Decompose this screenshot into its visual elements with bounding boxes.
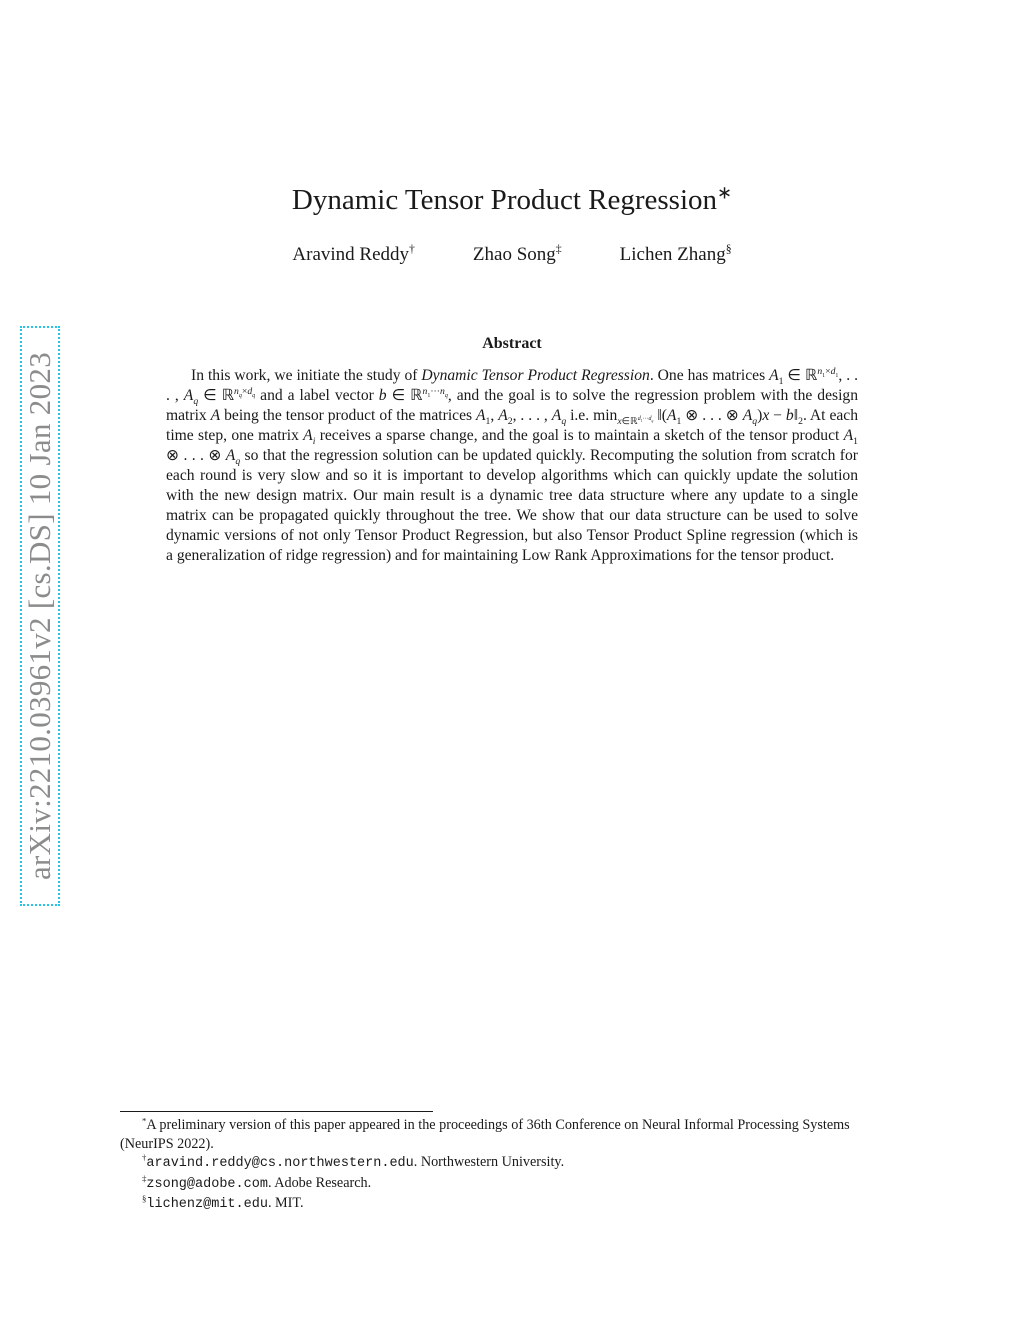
author-list xyxy=(0,244,1024,266)
email-link-zhang[interactable]: lichenz@mit.edu xyxy=(146,1197,268,1213)
arxiv-identifier: arXiv:2210.03961v2 [cs.DS] 10 Jan 2023 xyxy=(22,351,57,881)
author-1: Aravind Reddy† xyxy=(292,242,415,265)
arxiv-identifier-stamp xyxy=(20,326,60,906)
author-3: Lichen Zhang§ xyxy=(619,242,732,265)
title-footnote-mark: ∗ xyxy=(717,182,733,203)
author-2: Zhao Song‡ xyxy=(472,242,562,265)
email-link-reddy[interactable]: aravind.reddy@cs.northwestern.edu xyxy=(146,1156,414,1172)
footnote-1: *A preliminary version of this paper appeared in the proceedings of 36th Conference on Neural Informal Processing Systems (NeurIPS 2022). xyxy=(120,1115,850,1152)
email-link-song[interactable]: zsong@adobe.com xyxy=(146,1176,268,1192)
paper-title xyxy=(0,184,1024,217)
abstract-heading: Abstract xyxy=(482,335,542,352)
footnote-4: §lichenz@mit.edu. MIT. xyxy=(142,1193,304,1213)
footnote-3: ‡zsong@adobe.com. Adobe Research. xyxy=(142,1173,372,1192)
footnotes xyxy=(120,1111,904,1215)
abstract-italic-term: Dynamic Tensor Product Regression xyxy=(421,367,650,384)
abstract-body: In this work, we initiate the study of Dynamic Tensor Product Regression. One has matrices $A_1$ ∈ ℝ$^{n_1\times d_1}$, . . . , $A_q$ ∈ ℝ$^{n_q\times d_q}$ and a label vector b ∈ ℝ$^{n_1\cdot\cdot\cdot n_q}$, and the goal is to solve the regression problem with the design matrix A being the tensor product of the matrices $A_1$, $A_2$, . . . , $A_q$ i.e. $\min_{x\in ℝ^{d_1\cdot\cdot\cdot d_q}}$ $‖(A_1$ ⊗ . . . ⊗ $A_q)x$ − $b‖_2$. At each time step, one matrix $A_i$ receives a sparse change, and the goal is to maintain a sketch of the tensor product $A_1$ ⊗ . . . ⊗ $A_q$ so that the regression solution can be updated quickly. Recomputing the solution from scratch for each round is very slow and so it is important to develop algorithms which can quickly update the solution with the new design matrix. Our main result is a dynamic tree data structure where any update to a single matrix can be propagated quickly throughout the tree. We show that our data structure can be used to solve dynamic versions of not only Tensor Product Regression, but also Tensor Product Spline regression (which is a generalization of ridge regression) and for maintaining Low Rank Approximations for the tensor product. xyxy=(166,365,859,564)
footnote-2: †aravind.reddy@cs.northwestern.edu. Northwestern University. xyxy=(142,1152,565,1172)
title-text: Dynamic Tensor Product Regression xyxy=(291,184,718,216)
footnote-rule xyxy=(120,1111,433,1112)
